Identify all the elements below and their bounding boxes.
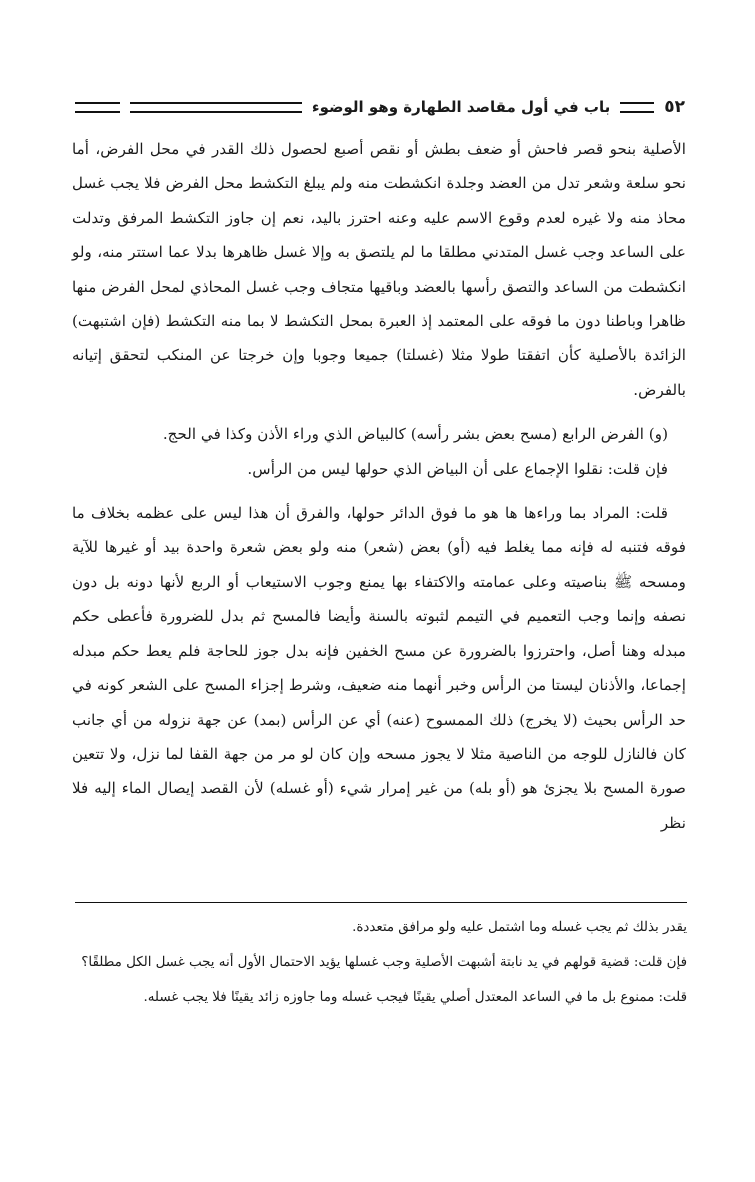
footnote-divider xyxy=(75,902,687,903)
paragraph-3: فإن قلت: نقلوا الإجماع على أن البياض الذي حولها ليس من الرأس. xyxy=(247,459,668,478)
paragraph-2: (و) الفرض الرابع (مسح بعض بشر رأسه) كالبياض الذي وراء الأذن وكذا في الحج. xyxy=(162,425,668,444)
running-title: باب في أول مقاصد الطهارة وهو الوضوء xyxy=(311,98,611,116)
header-rule-left xyxy=(75,102,120,113)
page-header xyxy=(75,92,685,122)
paragraph-1: الأصلية بنحو قصر فاحش أو ضعف بطش أو نقص أصبع لحصول ذلك القدر في محل الفرض، أما نحو سلعة وشعر تدل من العضد وجلدة انكشطت منه ولم يبلغ التكشط محل الفرض فلا يجب غسل محاذ منه ولا غيره لعدم وقوع الاسم عليه وعنه احترز باليد، نعم إن جاوز التكشط المرفق وتدلت على الساعد وجب غسل المتدني مطلقا ما لم يلتصق به وإلا غسل ظاهرها بدلا عما استتر منه، ولو انكشطت من الساعد والتصق رأسها بالعضد وباقيها متجاف وجب غسل المحاذي لمحل الفرض منها ظاهرا وباطنا دون ما فوقه على المعتمد إذ العبرة بمحل التكشط لا بما منه التكشط (فإن اشتبهت) الزائدة بالأصلية كأن اتفقتا طولا مثلا (غسلتا) جميعا وجوبا وإن خرجتا عن المنكب لتحقق إتيانه بالفرض. xyxy=(72,140,686,399)
footnote-1: يقدر بذلك ثم يجب غسله وما اشتمل عليه ولو مرافق متعددة. xyxy=(352,920,687,935)
paragraph-4: قلت: المراد بما وراءها ها هو ما فوق الدائر حولها، والفرق أن هذا ليس على عظمه بخلاف ما فوقه فتنبه له فإنه مما يغلط فيه (أو) بعض (شعر) منه ولو بعض شعرة واحدة بيد أو غيرها للآية ومسحه ﷺ بناصيته وعلى عمامته والاكتفاء بها يمنع وجوب الاستيعاب أو الربع لأنها دونه بل دون نصفه وإنما وجب التعميم في التيمم لثبوته بالسنة وأيضا فالمسح ثم بدل للضرورة فأعطى حكم مبدله وهنا أصل، واحترزوا بالضرورة عن مسح الخفين فإنه بدل جوز للحاجة فلم يعط حكم مبدله إجماعا، والأذنان ليستا من الرأس وخبر أنهما منه ضعيف، وشرط إجزاء المسح على الشعر كونه في حد الرأس بحيث (لا يخرج) ذلك الممسوح (عنه) أي عن الرأس (بمد) عن جهة نزوله من أي جانب كان فالنازل للوجه من الناصية مثلا لا يجوز مسحه وإن كان لو مر من جهة القفا لما نزل، ولا تتعين صورة المسح بلا يجزئ هو (أو بله) من غير إمرار شيء (أو غسله) لأن القصد إيصال الماء إليه فلا نظر xyxy=(72,504,686,832)
page-number: ٥٢ xyxy=(664,97,685,117)
footnote-3: قلت: ممنوع بل ما في الساعد المعتدل أصلي يقينًا فيجب غسله وما جاوزه زائد يقينًا فلا يجب غسله. xyxy=(143,990,687,1005)
header-rule-middle xyxy=(130,102,302,113)
footnotes xyxy=(75,914,687,1019)
footnote-2: فإن قلت: قضية قولهم في يد نابتة أشبهت الأصلية وجب غسلها يؤيد الاحتمال الأول أنه يجب غسل الكل مطلقًا؟ xyxy=(81,955,687,970)
header-rule-right xyxy=(620,102,654,113)
main-text xyxy=(72,132,686,840)
